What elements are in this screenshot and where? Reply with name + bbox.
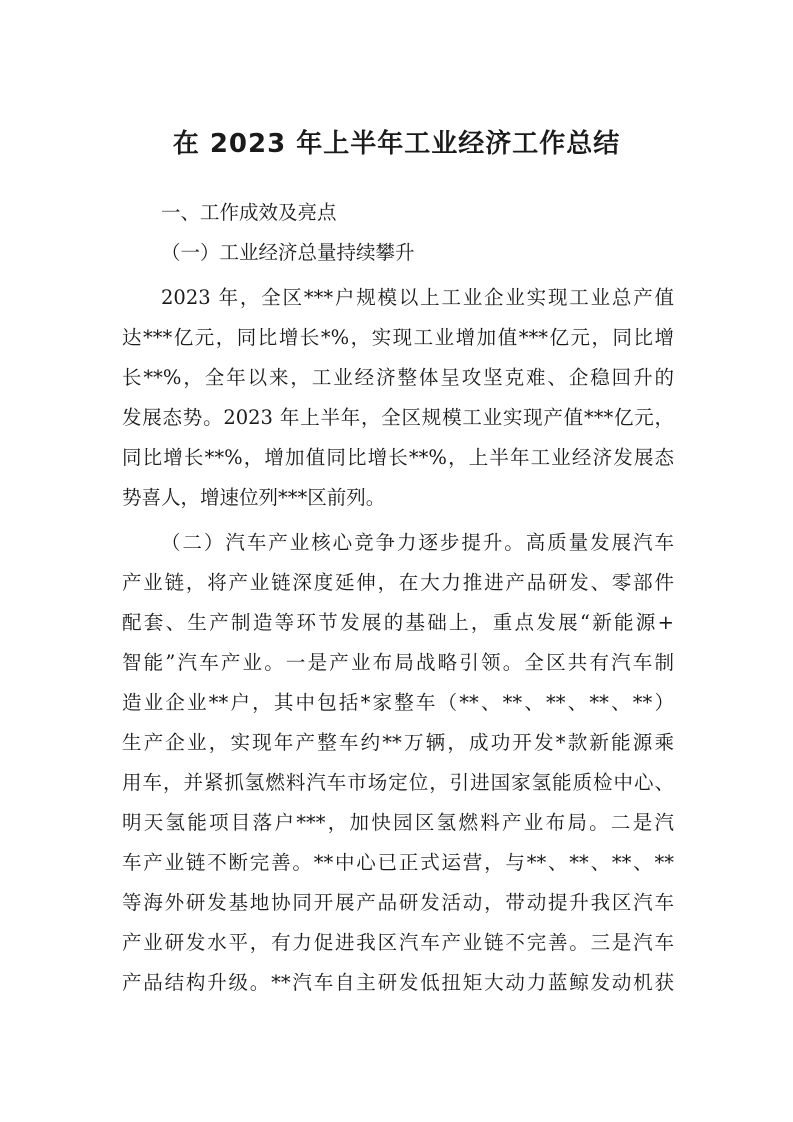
paragraph-line: 2023 年，全区***户规模以上工业企业实现工业总产值	[161, 286, 674, 309]
paragraph-line: 车产业链不断完善。**中心已正式运营，与**、**、**、**	[122, 851, 674, 874]
paragraph-line: 产业研发水平，有力促进我区汽车产业链不完善。三是汽车	[122, 931, 674, 954]
paragraph-line: 等海外研发基地协同开展产品研发活动，带动提升我区汽车	[122, 891, 674, 914]
document-title: 在 2023 年上半年工业经济工作总结	[172, 129, 621, 159]
paragraph-line: 同比增长**%，增加值同比增长**%，上半年工业经济发展态	[122, 446, 674, 469]
paragraph-line: 明天氢能项目落户***，加快园区氢燃料产业布局。二是汽	[122, 811, 674, 834]
paragraph-line: 产业链，将产业链深度延伸，在大力推进产品研发、零部件	[122, 571, 674, 594]
paragraph-line: 生产企业，实现年产整车约**万辆，成功开发*款新能源乘	[122, 731, 674, 754]
paragraph-line: 势喜人，增速位列***区前列。	[122, 486, 386, 509]
paragraph-line: 产品结构升级。**汽车自主研发低扭矩大动力蓝鲸发动机获	[122, 971, 674, 994]
paragraph-line: （二）汽车产业核心竞争力逐步提升。高质量发展汽车	[161, 531, 674, 554]
paragraph-line: 长**%，全年以来，工业经济整体呈攻坚克难、企稳回升的	[122, 366, 674, 389]
subsection-heading-1: （一）工业经济总量持续攀升	[161, 241, 415, 264]
paragraph-line: 造业企业**户，其中包括*家整车（**、**、**、**、**）	[122, 691, 674, 714]
paragraph-line: 配套、生产制造等环节发展的基础上，重点发展“新能源+	[122, 611, 674, 634]
paragraph-line: 用车，并紧抓氢燃料汽车市场定位，引进国家氢能质检中心、	[122, 771, 674, 794]
section-heading-1: 一、工作成效及亮点	[161, 201, 337, 224]
paragraph-line: 发展态势。2023 年上半年，全区规模工业实现产值***亿元，	[122, 406, 674, 429]
paragraph-line: 智能”汽车产业。一是产业布局战略引领。全区共有汽车制	[122, 651, 674, 674]
paragraph-line: 达***亿元，同比增长*%，实现工业增加值***亿元，同比增	[122, 326, 674, 349]
